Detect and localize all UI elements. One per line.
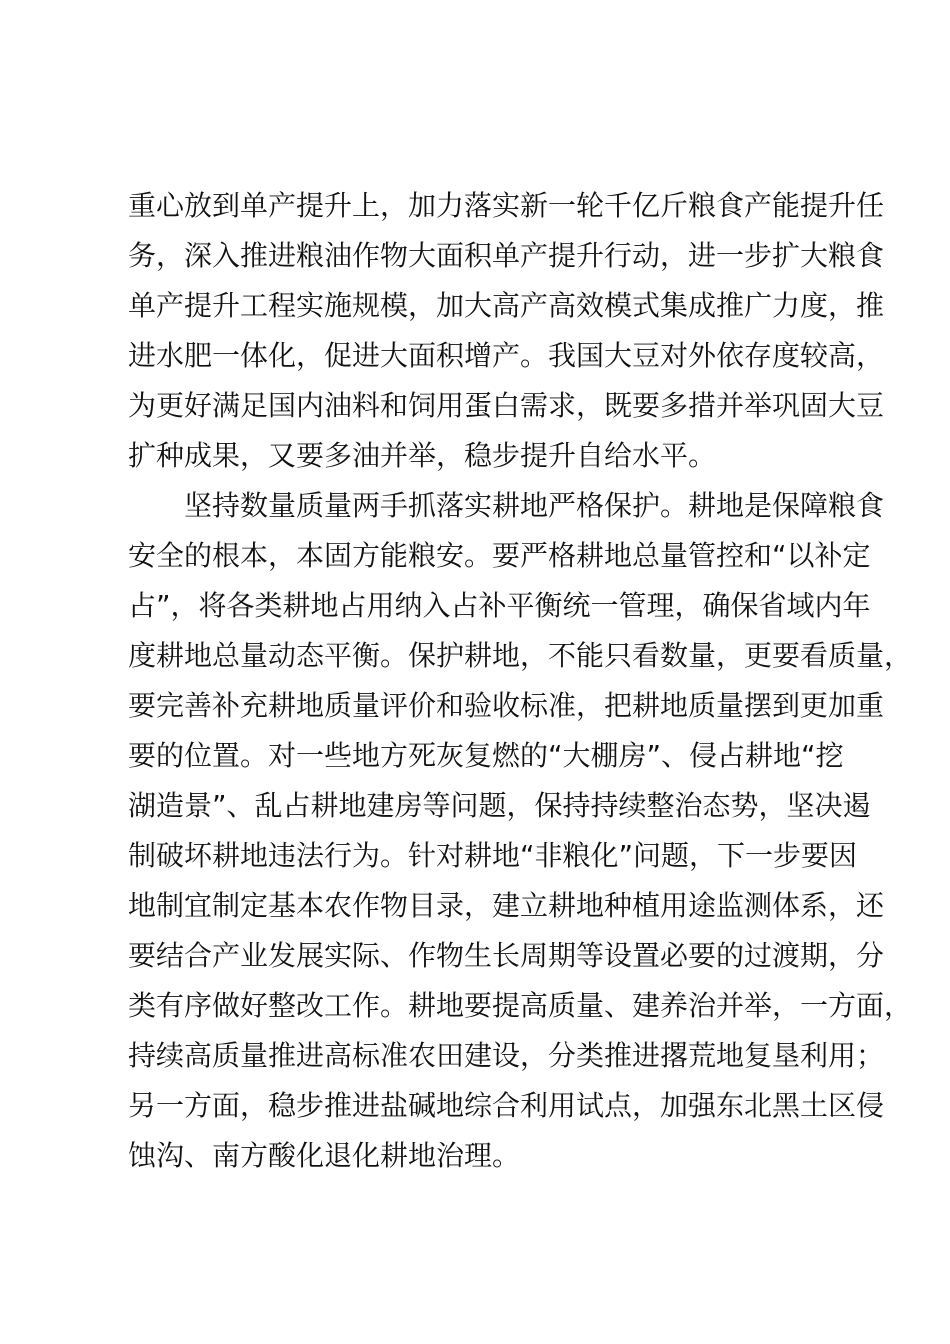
paragraph-2 [128,481,913,1181]
text-line: 持续高质量推进高标准农田建设，分类推进撂荒地复垦利用； [128,1039,885,1072]
text-line: 要结合产业发展实际、作物生长周期等设置必要的过渡期，分 [128,939,885,972]
text-line: 重心放到单产提升上，加力落实新一轮千亿斤粮食产能提升任 [128,189,885,222]
text-line: 扩种成果，又要多油并举，稳步提升自给水平。 [128,439,717,472]
text-line: 地制宜制定基本农作物目录，建立耕地种植用途监测体系，还 [128,889,885,922]
text-line: 要的位置。对一些地方死灰复燃的“大棚房”、侵占耕地“挖 [128,739,844,772]
body-text [128,181,913,1181]
text-line: 占”，将各类耕地占用纳入占补平衡统一管理，确保省域内年 [128,589,871,622]
text-line: 单产提升工程实施规模，加大高产高效模式集成推广力度，推 [128,289,885,322]
text-line: 进水肥一体化，促进大面积增产。我国大豆对外依存度较高， [128,339,885,372]
text-line: 度耕地总量动态平衡。保护耕地，不能只看数量，更要看质量， [128,639,913,672]
text-line: 坚持数量质量两手抓落实耕地严格保护。耕地是保障粮食 [184,489,885,522]
text-line: 蚀沟、南方酸化退化耕地治理。 [128,1139,521,1172]
text-line: 类有序做好整改工作。耕地要提高质量、建养治并举，一方面， [128,989,913,1022]
text-line: 湖造景”、乱占耕地建房等问题，保持持续整治态势，坚决遏 [128,789,871,822]
paragraph-1 [128,181,885,481]
text-line: 要完善补充耕地质量评价和验收标准，把耕地质量摆到更加重 [128,689,885,722]
text-line: 安全的根本，本固方能粮安。要严格耕地总量管控和“以补定 [128,539,871,572]
text-line: 务，深入推进粮油作物大面积单产提升行动，进一步扩大粮食 [128,239,885,272]
text-line: 为更好满足国内油料和饲用蛋白需求，既要多措并举巩固大豆 [128,389,885,422]
text-line: 制破坏耕地违法行为。针对耕地“非粮化”问题，下一步要因 [128,839,858,872]
text-line: 另一方面，稳步推进盐碱地综合利用试点，加强东北黑土区侵 [128,1089,885,1122]
